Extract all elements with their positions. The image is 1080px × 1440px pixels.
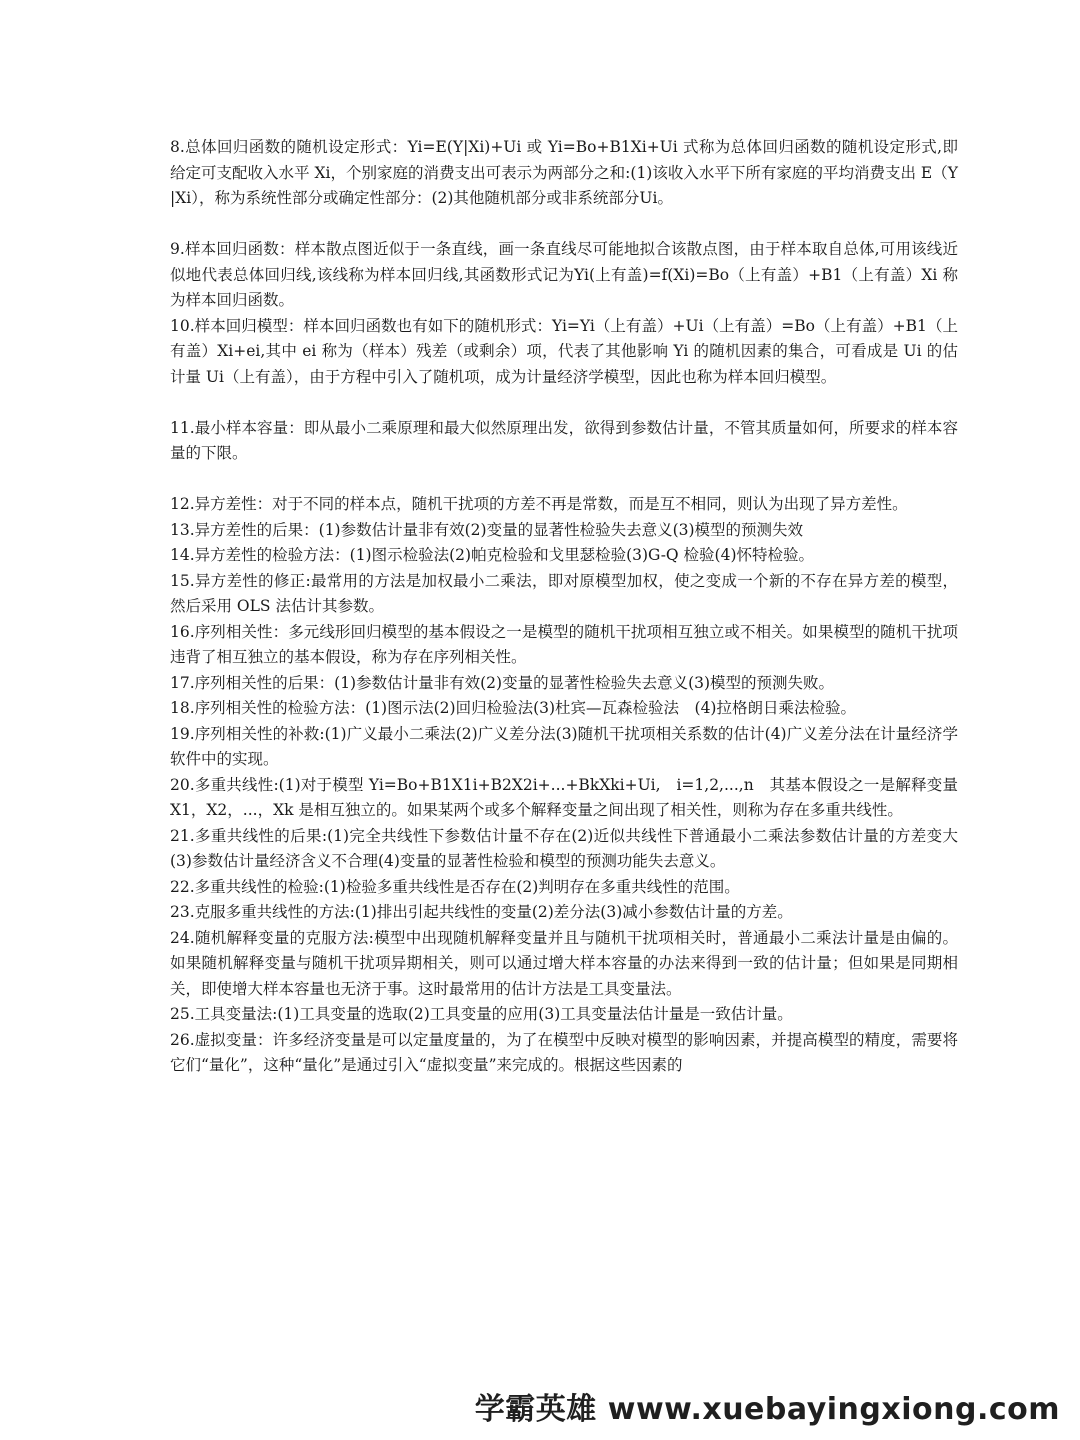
paragraph-19: 19.序列相关性的补救:(1)广义最小二乘法(2)广义差分法(3)随机干扰项相关系数的估计(4)广义差分法在计量经济学软件中的实现。 [170,724,958,768]
watermark: 学霸英雄 www.xuebayingxiong.com [474,1392,1060,1427]
paragraph-12: 12.异方差性：对于不同的样本点，随机干扰项的方差不再是常数，而是互不相同，则认为出现了异方差性。 [170,495,908,513]
paragraph-20: 20.多重共线性:(1)对于模型 Yi=Bo+B1X1i+B2X2i+...+BkXki+Ui, i=1,2,...,n 其基本假设之一是解释变量 X1，X2，...，Xk 是相互独立的。如果某两个或多个解释变量之间出现了相关性，则称为存在多重共线性。 [170,775,958,819]
paragraph-26: 26.虚拟变量：许多经济变量是可以定量度量的，为了在模型中反映对模型的影响因素，并提高模型的精度，需要将它们“量化”，这种“量化”是通过引入“虚拟变量”来完成的。根据这些因素的 [170,1030,958,1074]
document-body [170,135,958,1079]
paragraph-24: 24.随机解释变量的克服方法:模型中出现随机解释变量并且与随机干扰项相关时，普通最小二乘法计量是由偏的。如果随机解释变量与随机干扰项异期相关，则可以通过增大样本容量的办法来得到一致的估计量；但如果是同期相关，即使增大样本容量也无济于事。这时最常用的估计方法是工具变量法。 [170,928,958,998]
paragraph-14: 14.异方差性的检验方法：(1)图示检验法(2)帕克检验和戈里瑟检验(3)G-Q 检验(4)怀特检验。 [170,546,815,564]
paragraph-11: 11.最小样本容量：即从最小二乘原理和最大似然原理出发，欲得到参数估计量，不管其质量如何，所要求的样本容量的下限。 [170,418,958,462]
paragraph-22: 22.多重共线性的检验:(1)检验多重共线性是否存在(2)判明存在多重共线性的范围。 [170,877,740,896]
paragraph-17: 17.序列相关性的后果：(1)参数估计量非有效(2)变量的显著性检验失去意义(3)模型的预测失败。 [170,673,835,692]
paragraph-25: 25.工具变量法:(1)工具变量的选取(2)工具变量的应用(3)工具变量法估计量是一致估计量。 [170,1005,793,1023]
paragraph-23: 23.克服多重共线性的方法:(1)排出引起共线性的变量(2)差分法(3)减小参数估计量的方差。 [170,903,793,921]
paragraph-16: 16.序列相关性：多元线形回归模型的基本假设之一是模型的随机干扰项相互独立或不相关。如果模型的随机干扰项违背了相互独立的基本假设，称为存在序列相关性。 [170,622,958,666]
paragraph-spacer [170,212,958,238]
paragraph-13: 13.异方差性的后果：(1)参数估计量非有效(2)变量的显著性检验失去意义(3)模型的预测失效 [170,520,804,539]
paragraph-18: 18.序列相关性的检验方法：(1)图示法(2)回归检验法(3)杜宾—瓦森检验法 (4)拉格朗日乘法检验。 [170,699,856,717]
paragraph-spacer [170,467,958,493]
paragraph-10: 10.样本回归模型：样本回归函数也有如下的随机形式：Yi=Yi（上有盖）+Ui（上有盖）=Bo（上有盖）+B1（上有盖）Xi+ei,其中 ei 称为（样本）残差（或剩余）项，代表了其他影响 Yi 的随机因素的集合，可看成是 Ui 的估计量 Ui（上有盖），由于方程中引入了随机项，成为计量经济学模型，因此也称为样本回归模型。 [170,316,958,386]
paragraph-spacer [170,390,958,416]
paragraph-8: 8.总体回归函数的随机设定形式：Yi=E(Y|Xi)+Ui 或 Yi=Bo+B1Xi+Ui 式称为总体回归函数的随机设定形式,即给定可支配收入水平 Xi，个别家庭的消费支出可表示为两部分之和:(1)该收入水平下所有家庭的平均消费支出 E（Y|Xi），称为系统性部分或确定性部分：(2)其他随机部分或非系统部分Ui。 [170,138,958,207]
paragraph-9: 9.样本回归函数：样本散点图近似于一条直线，画一条直线尽可能地拟合该散点图，由于样本取自总体,可用该线近似地代表总体回归线,该线称为样本回归线,其函数形式记为Yi(上有盖)=f(Xi)=Bo（上有盖）+B1（上有盖）Xi 称为样本回归函数。 [170,240,958,309]
paragraph-21: 21.多重共线性的后果:(1)完全共线性下参数估计量不存在(2)近似共线性下普通最小二乘法参数估计量的方差变大(3)参数估计量经济含义不合理(4)变量的显著性检验和模型的预测功能失去意义。 [170,826,958,870]
paragraph-15: 15.异方差性的修正:最常用的方法是加权最小二乘法，即对原模型加权，使之变成一个新的不存在异方差的模型，然后采用 OLS 法估计其参数。 [170,571,958,615]
